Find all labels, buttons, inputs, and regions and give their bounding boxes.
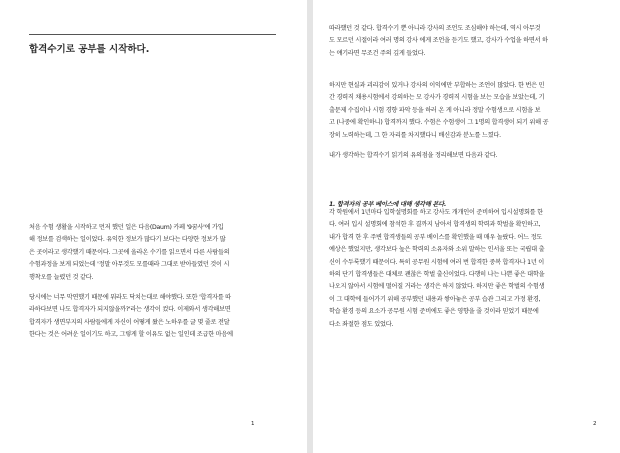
text-line: 고 (나중에 확인하니) 합격까지 했다. 수험은 수험생이 그 1명의 합격생이 되기 위해 공: [329, 119, 549, 127]
text-line: 따라했던 것 같다. 합격수기 뿐 아니라 강사의 조언도 조심해야 하는데, 역시 아무것: [329, 25, 541, 32]
text-line: 다소 좌절한 점도 있었다.: [329, 320, 394, 328]
section-subheading: 1. 합격자의 공부 베이스에 대해 생각해 본다.: [329, 201, 447, 208]
text-line: 합격자가 생면부지의 사람들에게 자신이 어떻게 왔은 노하우를 글 몇 줄로 전달: [29, 318, 230, 326]
text-line: 하지만 현실과 괴리감이 있거나 강사의 이익에만 부합하는 조언이 많았다. 한 번은 민: [329, 82, 545, 89]
left-page: [0, 0, 307, 453]
chapter-title: 합격수기로 공부를 시작하다.: [29, 44, 150, 55]
text-line: 행착오를 늘렸던 것 같다.: [29, 273, 94, 281]
title-rule: [29, 34, 276, 35]
text-line: 는 얘기라면 무조건 주의 깊게 들었다.: [329, 49, 426, 57]
text-line: 해 정보를 검색하는 일이었다. 유익한 정보가 많다기 보다는 다양한 정보가 많: [29, 236, 226, 244]
text-line: 수험과정을 보게 되었는데 '정말 아무것도 모를때라 그대로 받아들였던 것이 시: [29, 261, 230, 269]
text-line: 다. 여러 입시 설명회에 참석한 후 결까지 남아서 합격생의 학력과 학벌을 확인하고,: [329, 221, 541, 229]
page-number: 2: [593, 421, 597, 427]
paragraph: [29, 222, 229, 284]
right-page: [313, 0, 620, 453]
paragraph: [329, 207, 544, 331]
text-line: 하의 단기 합격생들은 대체로 괜찮은 학벌 출신이었다. 다행히 나는 나쁜 좋은 대학을: [329, 271, 545, 279]
paragraph: [329, 23, 548, 60]
text-line: 간 경력직 채용시험에서 강의하는 모 강사가 경력직 시험을 보는 모습을 보았는데, 기: [329, 94, 545, 102]
paragraph: [29, 292, 233, 342]
text-line: 당시에는 너무 막연했기 때문에 뭐라도 닥치는대로 해야했다. 또한 '합격자를 따: [29, 294, 231, 301]
text-line: 학습 환경 등의 요소가 공무원 시험 준비에도 좋은 영향을 줄 것이라 믿었기 때문에: [329, 308, 539, 316]
text-line: 라하다보면 나도 합격자가 되지않을까?'라는 생각이 컸다. 이제와서 생각해보면: [29, 306, 231, 314]
text-line: 처음 수험 생활을 시작하고 먼저 했던 일은 다음(Daum) 카페 '9꿈사'에 가입: [29, 224, 224, 231]
text-line: 내가 합격 한 후 주변 합격생들의 공부 베이스를 확인했을 때 매우 놀랐다. 어느 정도: [329, 233, 543, 241]
text-line: 출문제 수집이나 시험 경향 파악 등을 하러 온 게 아니라 정말 수험생으로 시험을 보: [329, 106, 541, 114]
text-line: 한다는 것은 어려운 일이기도 하고, 그렇게 할 이유도 없는 일인데 조급한 마음에: [29, 331, 233, 339]
text-line: 은 곳이라고 생각했기 때문이다. 그곳에 올라온 수기를 읽으면서 다른 사람들의: [29, 248, 230, 256]
text-line: 내가 생각하는 합격수기 읽기의 유의점을 정리해보면 다음과 같다.: [329, 152, 498, 159]
text-line: 장히 노력하는데, 그 한 자리를 차지했다니 배신감과 분노를 느꼈다.: [329, 131, 501, 139]
text-line: 예상은 했었지만, 생각보다 높은 학력의 소유자와 소위 말하는 인서울 또는 국립대 출: [329, 246, 545, 254]
text-line: 각 학원에서 1년마다 입학설명회를 하고 강사도 개개인이 준비하여 입시설명회를 한: [329, 209, 543, 216]
page-number: 1: [251, 421, 255, 427]
text-line: 나오지 않아서 시험에 떨어질 거라는 생각은 하지 않았다. 하지만 좋은 학벌의 수험생: [329, 283, 545, 291]
text-line: 신이 수두룩했기 때문이다. 특히 공무원 시험에 여러 번 합격한 중복 합격자나 1년 이: [329, 258, 544, 266]
paragraph: [329, 150, 497, 162]
text-line: 도 모르던 시절이라 여러 명의 강사 에게 조언을 듣기도 했고, 강사가 수업을 하면서 하: [329, 37, 548, 45]
text-line: 이 그 대학에 들어가기 위해 공부했던 내용과 쌓아놓은 공부 습관 그리고 가정 환경,: [329, 295, 541, 303]
paragraph: [329, 80, 548, 142]
